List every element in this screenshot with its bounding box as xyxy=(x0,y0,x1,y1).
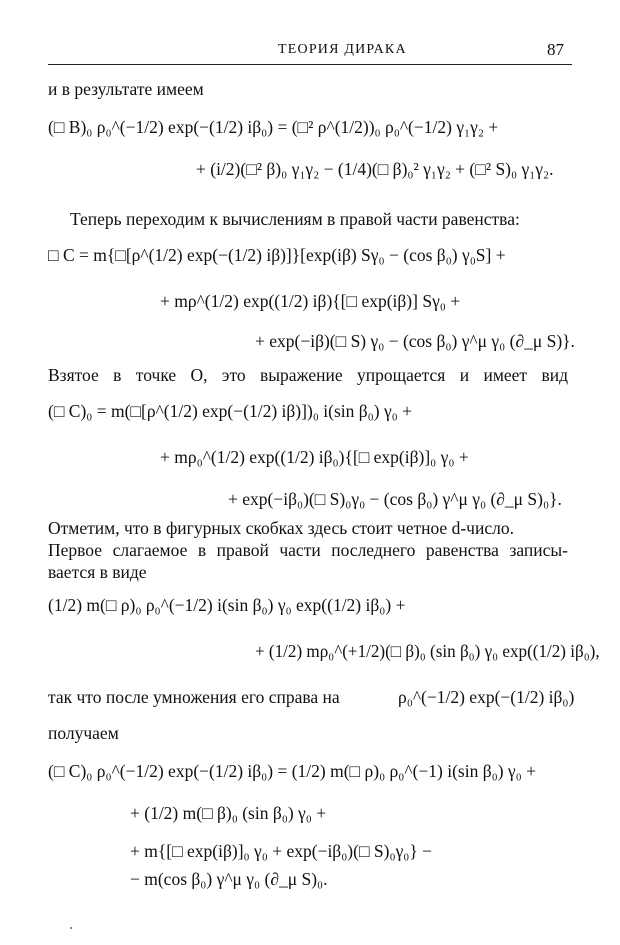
paragraph-4-line-3: вается в виде xyxy=(48,562,147,582)
paragraph-5: так что после умножения его справа на xyxy=(48,687,340,707)
equation-3a: (□ C)₀ = m(□[ρ^(1/2) exp(−(1/2) iβ)])₀ i(sin β₀) γ₀ + xyxy=(48,401,413,421)
print-speck xyxy=(70,927,72,929)
equation-3c: + exp(−iβ₀)(□ S)₀γ₀ − (cos β₀) γ^μ γ₀ (∂_μ S)₀}. xyxy=(228,489,562,509)
equation-2a: □ C = m{□[ρ^(1/2) exp(−(1/2) iβ)]}[exp(iβ) Sγ₀ − (cos β₀) γ₀S] + xyxy=(48,245,506,265)
equation-5d: − m(cos β₀) γ^μ γ₀ (∂_μ S)₀. xyxy=(130,869,328,889)
text-line-1: и в результате имеем xyxy=(48,79,204,99)
equation-3b: + mρ₀^(1/2) exp((1/2) iβ₀){[□ exp(iβ)]₀ γ₀ + xyxy=(160,447,469,467)
equation-4c: ρ₀^(−1/2) exp(−(1/2) iβ₀) xyxy=(398,687,575,707)
equation-5b: + (1/2) m(□ β)₀ (sin β₀) γ₀ + xyxy=(130,803,327,823)
page-header xyxy=(48,40,572,62)
paragraph-6: получаем xyxy=(48,723,119,743)
equation-5a: (□ C)₀ ρ₀^(−1/2) exp(−(1/2) iβ₀) = (1/2) m(□ ρ)₀ ρ₀^(−1) i(sin β₀) γ₀ + xyxy=(48,761,537,781)
equation-4a: (1/2) m(□ ρ)₀ ρ₀^(−1/2) i(sin β₀) γ₀ exp((1/2) iβ₀) + xyxy=(48,595,406,615)
paragraph-3: Взятое в точке O, это выражение упрощается и имеет вид xyxy=(48,365,568,385)
paragraph-2: Теперь переходим к вычислениям в правой части равенства: xyxy=(70,209,520,229)
equation-4b: + (1/2) mρ₀^(+1/2)(□ β)₀ (sin β₀) γ₀ exp((1/2) iβ₀), xyxy=(255,641,600,661)
running-title: ТЕОРИЯ ДИРАКА xyxy=(278,42,407,57)
paragraph-4-line-1: Отметим, что в фигурных скобках здесь стоит четное d-число. xyxy=(48,518,514,538)
equation-5c: + m{[□ exp(iβ)]₀ γ₀ + exp(−iβ₀)(□ S)₀γ₀} − xyxy=(130,841,433,861)
equation-1b: + (i/2)(□² β)₀ γ₁γ₂ − (1/4)(□ β)₀² γ₁γ₂ + (□² S)₀ γ₁γ₂. xyxy=(196,159,554,179)
paragraph-4-line-2: Первое слагаемое в правой части последнего равенства записы- xyxy=(48,540,568,560)
page-number: 87 xyxy=(547,40,564,59)
equation-1a: (□ B)₀ ρ₀^(−1/2) exp(−(1/2) iβ₀) = (□² ρ^(1/2))₀ ρ₀^(−1/2) γ₁γ₂ + xyxy=(48,117,499,137)
equation-2c: + exp(−iβ)(□ S) γ₀ − (cos β₀) γ^μ γ₀ (∂_μ S)}. xyxy=(255,331,575,351)
equation-2b: + mρ^(1/2) exp((1/2) iβ){[□ exp(iβ)] Sγ₀ + xyxy=(160,291,461,311)
header-rule xyxy=(48,64,572,65)
